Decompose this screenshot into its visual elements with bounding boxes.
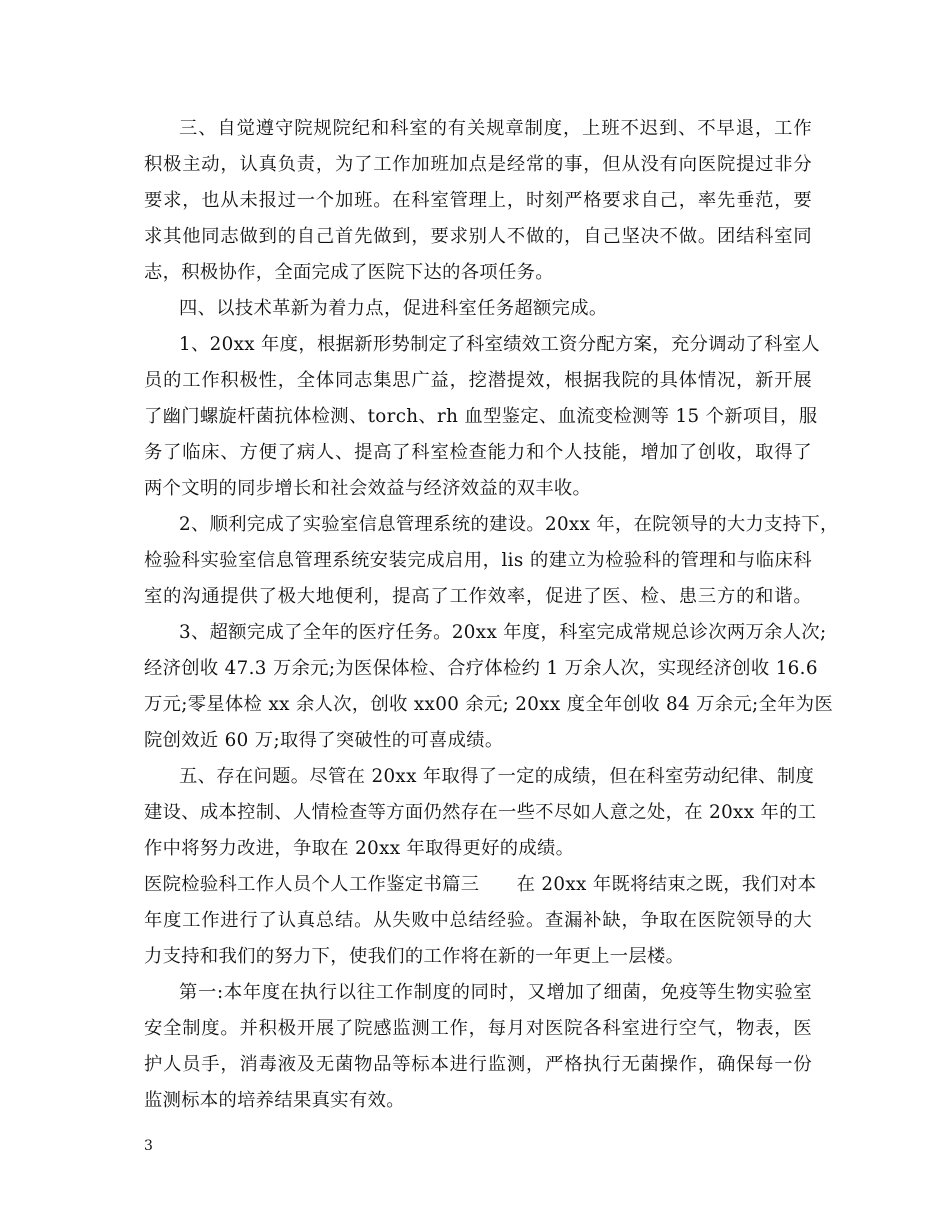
text-line: 室的沟通提供了极大地便利，提高了工作效率，促进了医、检、患三方的和谐。 bbox=[144, 586, 812, 607]
text-line: 五、存在问题。尽管在 20xx 年取得了一定的成绩，但在科室劳动纪律、制度 bbox=[179, 766, 815, 787]
text-line: 医院检验科工作人员个人工作鉴定书篇三 在 20xx 年既将结束之既，我们对本 bbox=[144, 874, 817, 895]
text-line: 院创效近 60 万;取得了突破性的可喜成绩。 bbox=[144, 730, 504, 751]
text-line: 万元;零星体检 xx 余人次，创收 xx00 余元; 20xx 度全年创收 84 万余元;全年为医 bbox=[144, 694, 834, 715]
text-line: 检验科实验室信息管理系统安装完成启用，lis 的建立为检验科的管理和与临床科 bbox=[144, 550, 812, 571]
text-line: 经济创收 47.3 万余元;为医保体检、合疗体检约 1 万余人次，实现经济创收 16.6 bbox=[144, 658, 818, 679]
text-line: 3、超额完成了全年的医疗任务。20xx 年度，科室完成常规总诊次两万余人次; bbox=[179, 622, 827, 643]
text-line: 务了临床、方便了病人、提高了科室检查能力和个人技能，增加了创收，取得了 bbox=[144, 442, 812, 463]
section-heading: 四、以技术革新为着力点，促进科室任务超额完成。 bbox=[179, 298, 608, 319]
text-line: 三、自觉遵守院规院纪和科室的有关规章制度，上班不迟到、不早退，工作 bbox=[179, 118, 812, 139]
text-line: 监测标本的培养结果真实有效。 bbox=[144, 1090, 405, 1111]
text-line: 两个文明的同步增长和社会效益与经济效益的双丰收。 bbox=[144, 478, 592, 499]
text-line: 积极主动，认真负责，为了工作加班加点是经常的事，但从没有向医院提过非分 bbox=[144, 154, 812, 175]
text-line: 志，积极协作，全面完成了医院下达的各项任务。 bbox=[144, 262, 554, 283]
text-line: 第一:本年度在执行以往工作制度的同时，又增加了细菌，免疫等生物实验室 bbox=[179, 982, 812, 1003]
text-line: 了幽门螺旋杆菌抗体检测、torch、rh 血型鉴定、血流变检测等 15 个新项目，服 bbox=[144, 406, 818, 427]
text-line: 力支持和我们的努力下，使我们的工作将在新的一年更上一层楼。 bbox=[144, 946, 685, 967]
text-line: 建设、成本控制、人情检查等方面仍然存在一些不尽如人意之处，在 20xx 年的工 bbox=[144, 802, 817, 823]
text-line: 2、顺利完成了实验室信息管理系统的建设。20xx 年，在院领导的大力支持下， bbox=[179, 514, 839, 535]
text-line: 年度工作进行了认真总结。从失败中总结经验。查漏补缺，争取在医院领导的大 bbox=[144, 910, 812, 931]
text-line: 安全制度。并积极开展了院感监测工作，每月对医院各科室进行空气，物表，医 bbox=[144, 1018, 812, 1039]
text-line: 员的工作积极性，全体同志集思广益，挖潜提效，根据我院的具体情况，新开展 bbox=[144, 370, 812, 391]
text-line: 要求，也从未报过一个加班。在科室管理上，时刻严格要求自己，率先垂范，要 bbox=[144, 190, 812, 211]
text-line: 求其他同志做到的自己首先做到，要求别人不做的，自己坚决不做。团结科室同 bbox=[144, 226, 812, 247]
text-line: 1、20xx 年度，根据新形势制定了科室绩效工资分配方案，充分调动了科室人 bbox=[179, 334, 820, 355]
page-number: 3 bbox=[144, 1138, 153, 1154]
text-line: 作中将努力改进，争取在 20xx 年取得更好的成绩。 bbox=[144, 838, 575, 859]
text-line: 护人员手，消毒液及无菌物品等标本进行监测，严格执行无菌操作，确保每一份 bbox=[144, 1054, 812, 1075]
